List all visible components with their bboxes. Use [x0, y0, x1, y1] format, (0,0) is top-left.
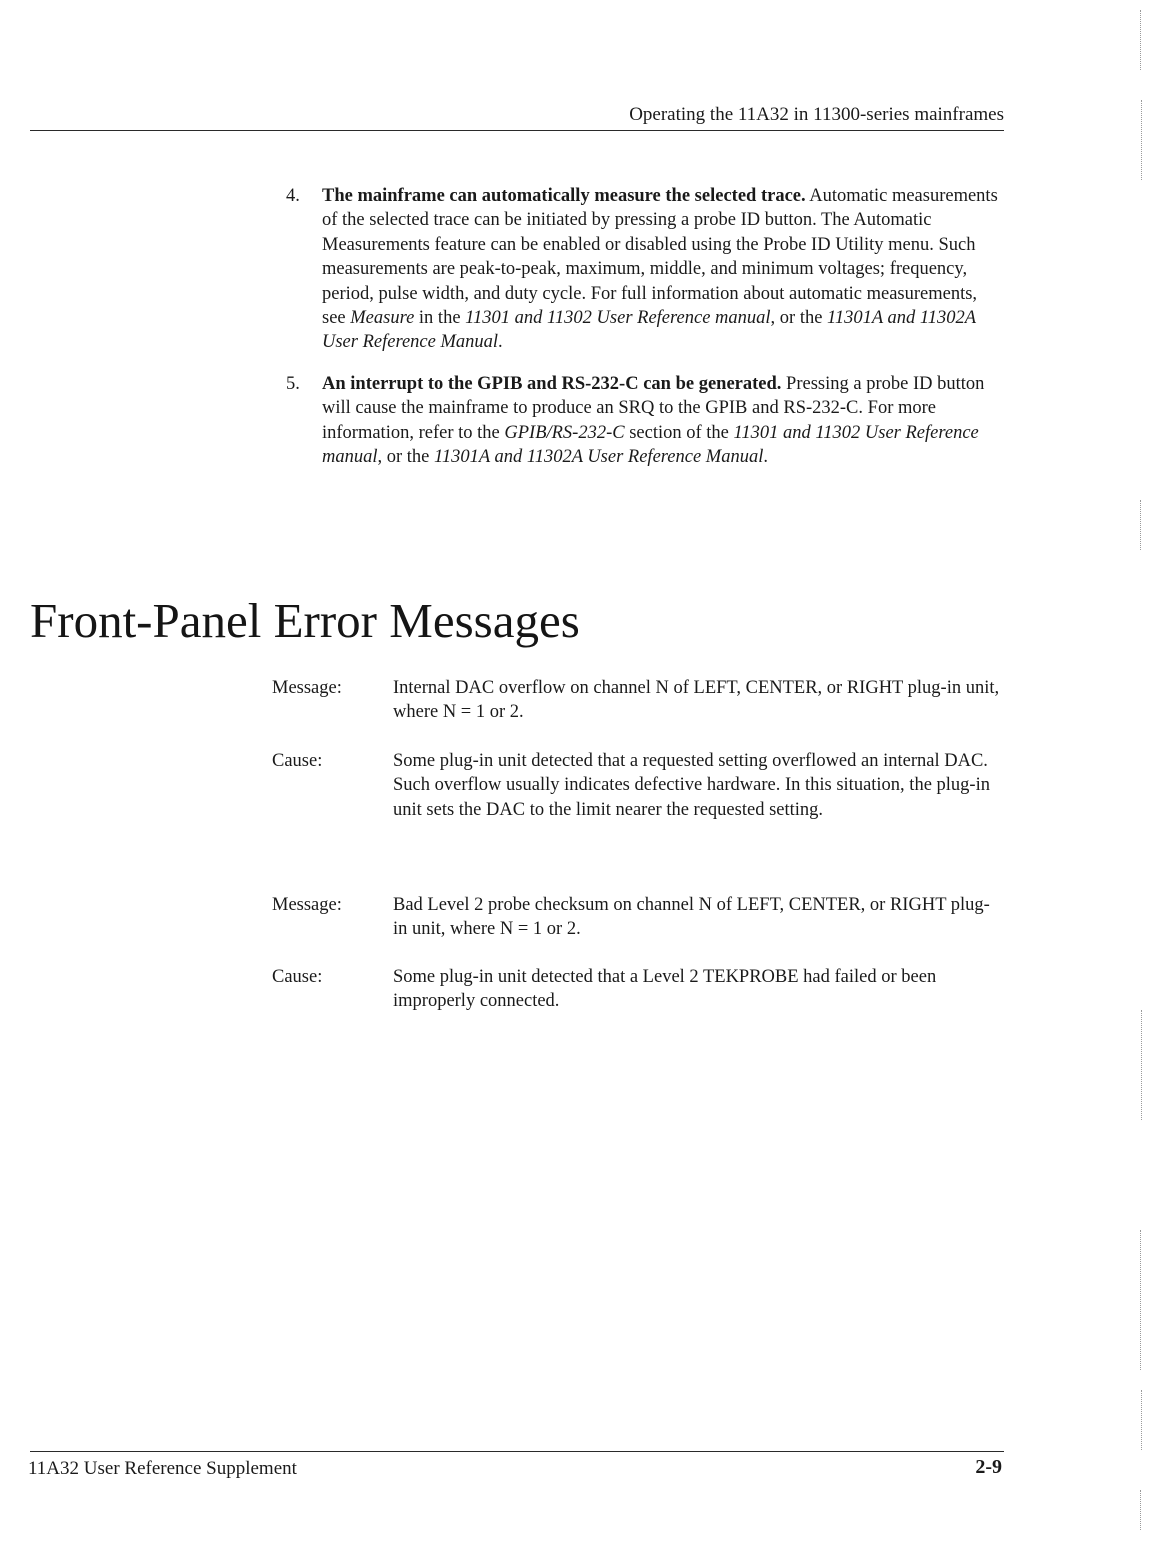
message-row: [272, 676, 1004, 725]
manual-reference: Measure: [350, 308, 415, 329]
error-message-table: [272, 676, 1004, 822]
item-lead: The mainframe can automatically measure the selected trace.: [322, 186, 806, 206]
list-item: [286, 372, 1004, 470]
error-message-table: [272, 893, 1004, 1014]
item-text: Automatic measurements of the selected trace can be initiated by pressing a probe ID button. The Automatic Measurements feature can be enabled or disabled using the Probe ID Utility menu. Such measurements are peak-to-peak, maximum, middle, and minimum voltages; frequency, period, pulse width, and duty cycle. For full information about automatic measurements, see: [322, 186, 998, 329]
cause-label: Cause:: [272, 966, 323, 987]
message-text: Bad Level 2 probe checksum on channel N of LEFT, CENTER, or RIGHT plug-in unit, where N = 1 or 2.: [393, 895, 990, 940]
scan-edge-mark: [1140, 1490, 1141, 1530]
scan-edge-mark: [1141, 1390, 1142, 1450]
numbered-list: [286, 184, 1004, 469]
item-text: section of the: [624, 422, 734, 443]
message-label: Message:: [272, 678, 342, 698]
cause-row: [272, 749, 1004, 822]
message-row: [272, 893, 1004, 942]
item-text: .: [498, 332, 503, 353]
cause-row: [272, 965, 1004, 1014]
page-number: 2-9: [975, 1456, 1002, 1478]
item-body: [322, 184, 1004, 355]
cause-text: Some plug-in unit detected that a requested setting overflowed an internal DAC. Such overflow usually indicates defective hardware. In this situation, the plug-in unit sets the DAC to the limit nearer the requested setting.: [393, 750, 990, 820]
message-label: Message:: [272, 895, 342, 915]
item-number: 5.: [286, 373, 300, 394]
running-header: Operating the 11A32 in 11300-series mainframes: [629, 104, 1004, 125]
item-number: 4.: [286, 186, 300, 206]
list-item: [286, 184, 1004, 355]
cause-label: Cause:: [272, 750, 323, 771]
message-text: Internal DAC overflow on channel N of LEFT, CENTER, or RIGHT plug-in unit, where N = 1 or 2.: [393, 678, 1000, 723]
manual-reference: GPIB/RS-232-C: [504, 422, 625, 443]
item-text: in the: [414, 308, 466, 329]
manual-reference: 11301A and 11302A User Reference Manual: [434, 447, 764, 468]
manual-reference: 11301 and 11302 User Reference manual: [465, 308, 771, 329]
header-rule: [30, 130, 1004, 131]
scan-edge-mark: [1141, 1010, 1142, 1120]
section-heading: Front-Panel Error Messages: [30, 593, 580, 648]
item-text: , or the: [377, 447, 435, 468]
scan-edge-mark: [1141, 100, 1142, 180]
item-lead: An interrupt to the GPIB and RS-232-C can be generated.: [322, 373, 782, 394]
scan-edge-mark: [1140, 500, 1141, 550]
item-body: [322, 372, 1004, 470]
manual-reference: 11301 and 11302 User Reference manual: [322, 422, 979, 468]
footer-rule: [30, 1451, 1004, 1452]
cause-text: Some plug-in unit detected that a Level 2 TEKPROBE had failed or been improperly connected.: [393, 966, 937, 1012]
item-text: Pressing a probe ID button will cause the mainframe to produce an SRQ to the GPIB and RS-232-C. For more information, refer to the: [322, 373, 985, 443]
footer-title: 11A32 User Reference Supplement: [28, 1458, 297, 1479]
manual-reference: 11301A and 11302A User Reference Manual: [322, 308, 976, 353]
scan-edge-mark: [1140, 10, 1141, 70]
scan-edge-mark: [1140, 1230, 1141, 1370]
item-text: .: [763, 447, 768, 468]
item-text: , or the: [770, 308, 828, 329]
